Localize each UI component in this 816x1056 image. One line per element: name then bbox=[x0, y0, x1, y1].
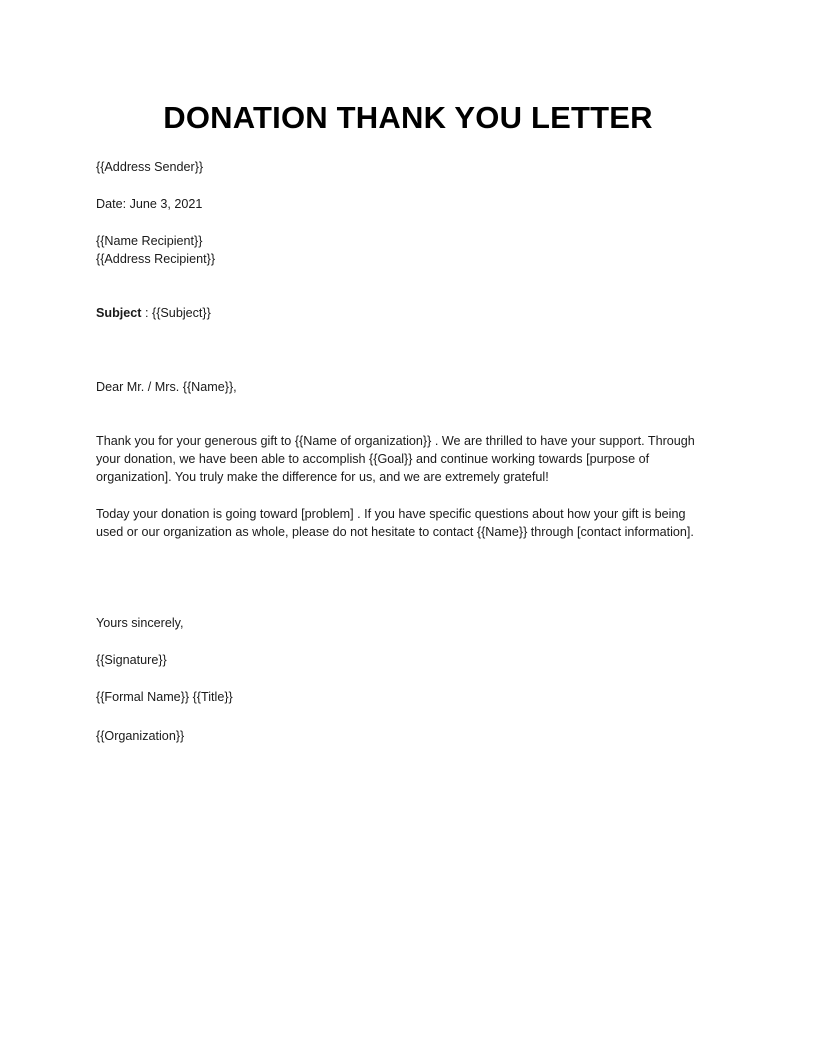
body-paragraph-1: Thank you for your generous gift to {{Name of organization}} . We are thrilled to have your support. Through your donation, we have been able to accomplish {{Goal}} and continue working towards [purpose of organization]. You truly make the difference for us, and we are extremely grateful! bbox=[96, 434, 695, 484]
organization: {{Organization}} bbox=[96, 729, 185, 743]
subject-label: Subject bbox=[96, 306, 142, 320]
subject-line bbox=[96, 304, 716, 322]
name-recipient: {{Name Recipient}} bbox=[96, 234, 203, 248]
address-sender: {{Address Sender}} bbox=[96, 160, 204, 174]
signature: {{Signature}} bbox=[96, 653, 167, 667]
body-paragraph-2: Today your donation is going toward [problem] . If you have specific questions about how your gift is being used or our organization as whole, please do not hesitate to contact {{Name}} through [contact information]. bbox=[96, 507, 694, 539]
salutation: Dear Mr. / Mrs. {{Name}}, bbox=[96, 380, 237, 394]
date-line: Date: June 3, 2021 bbox=[96, 197, 203, 211]
formal-name-title: {{Formal Name}} {{Title}} bbox=[96, 690, 233, 704]
closing: Yours sincerely, bbox=[96, 616, 184, 630]
document-title: DONATION THANK YOU LETTER bbox=[163, 100, 653, 135]
address-recipient: {{Address Recipient}} bbox=[96, 252, 216, 266]
subject-value: : {{Subject}} bbox=[141, 306, 211, 320]
